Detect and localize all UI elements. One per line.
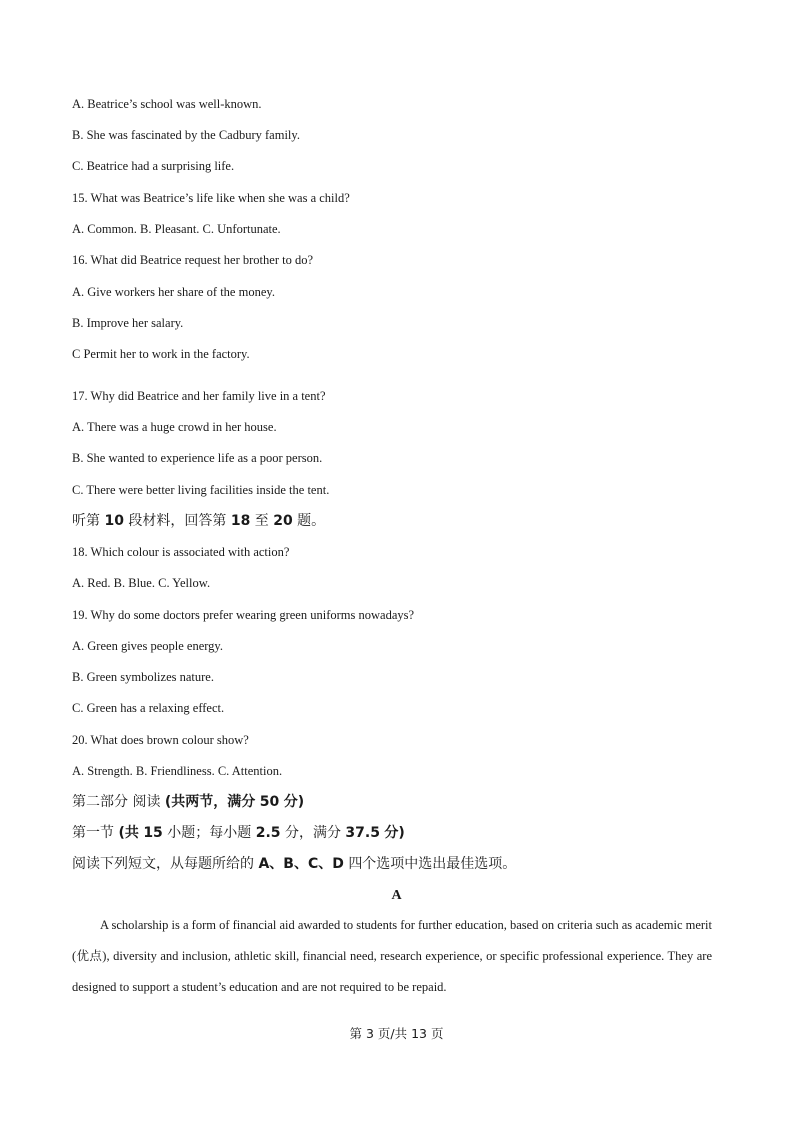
passage-label: A	[391, 888, 402, 903]
question-18: 18. Which colour is associated with action?	[72, 545, 290, 559]
question-20: 20. What does brown colour show?	[72, 733, 249, 747]
page-footer: 第 3 页/共 13 页	[349, 1026, 444, 1041]
passage-paragraph: A scholarship is a form of financial aid awarded to students for further education, based on criteria such as academic merit (优点), diversity and inclusion, athletic skill, financial need, research experience, or specific professional experience. They are designed to support a student’s education and are not required to be repaid.	[72, 918, 712, 995]
question-16: 16. What did Beatrice request her brother to do?	[72, 253, 314, 267]
option-line: A. Green gives people energy.	[72, 639, 223, 653]
option-line: C. Beatrice had a surprising life.	[72, 159, 235, 173]
question-17: 17. Why did Beatrice and her family live in a tent?	[72, 389, 326, 403]
option-line: C. There were better living facilities inside the tent.	[72, 483, 330, 497]
option-line: B. She was fascinated by the Cadbury family.	[72, 128, 300, 142]
reading-instruction: 阅读下列短文，从每题所给的 A、B、C、D 四个选项中选出最佳选项。	[72, 856, 517, 872]
option-line: A. Beatrice’s school was well-known.	[72, 97, 262, 111]
question-19: 19. Why do some doctors prefer wearing green uniforms nowadays?	[72, 608, 415, 622]
option-line: A. There was a huge crowd in her house.	[72, 420, 277, 434]
part-two-heading: 第二部分 阅读 (共两节，满分 50 分)	[72, 794, 305, 810]
option-line: B. Improve her salary.	[72, 316, 184, 330]
option-line: B. She wanted to experience life as a poor person.	[72, 451, 323, 465]
options-20: A. Strength. B. Friendliness. C. Attention.	[72, 764, 283, 778]
option-line: A. Give workers her share of the money.	[72, 285, 275, 299]
option-line: C. Green has a relaxing effect.	[72, 701, 225, 715]
question-15: 15. What was Beatrice’s life like when she was a child?	[72, 191, 350, 205]
option-line: C Permit her to work in the factory.	[72, 347, 250, 361]
options-18: A. Red. B. Blue. C. Yellow.	[72, 576, 211, 590]
options-15: A. Common. B. Pleasant. C. Unfortunate.	[72, 222, 281, 236]
listening-instruction: 听第 10 段材料，回答第 18 至 20 题。	[72, 513, 326, 529]
option-line: B. Green symbolizes nature.	[72, 670, 214, 684]
section-one-heading: 第一节 (共 15 小题；每小题 2.5 分，满分 37.5 分)	[72, 825, 405, 841]
